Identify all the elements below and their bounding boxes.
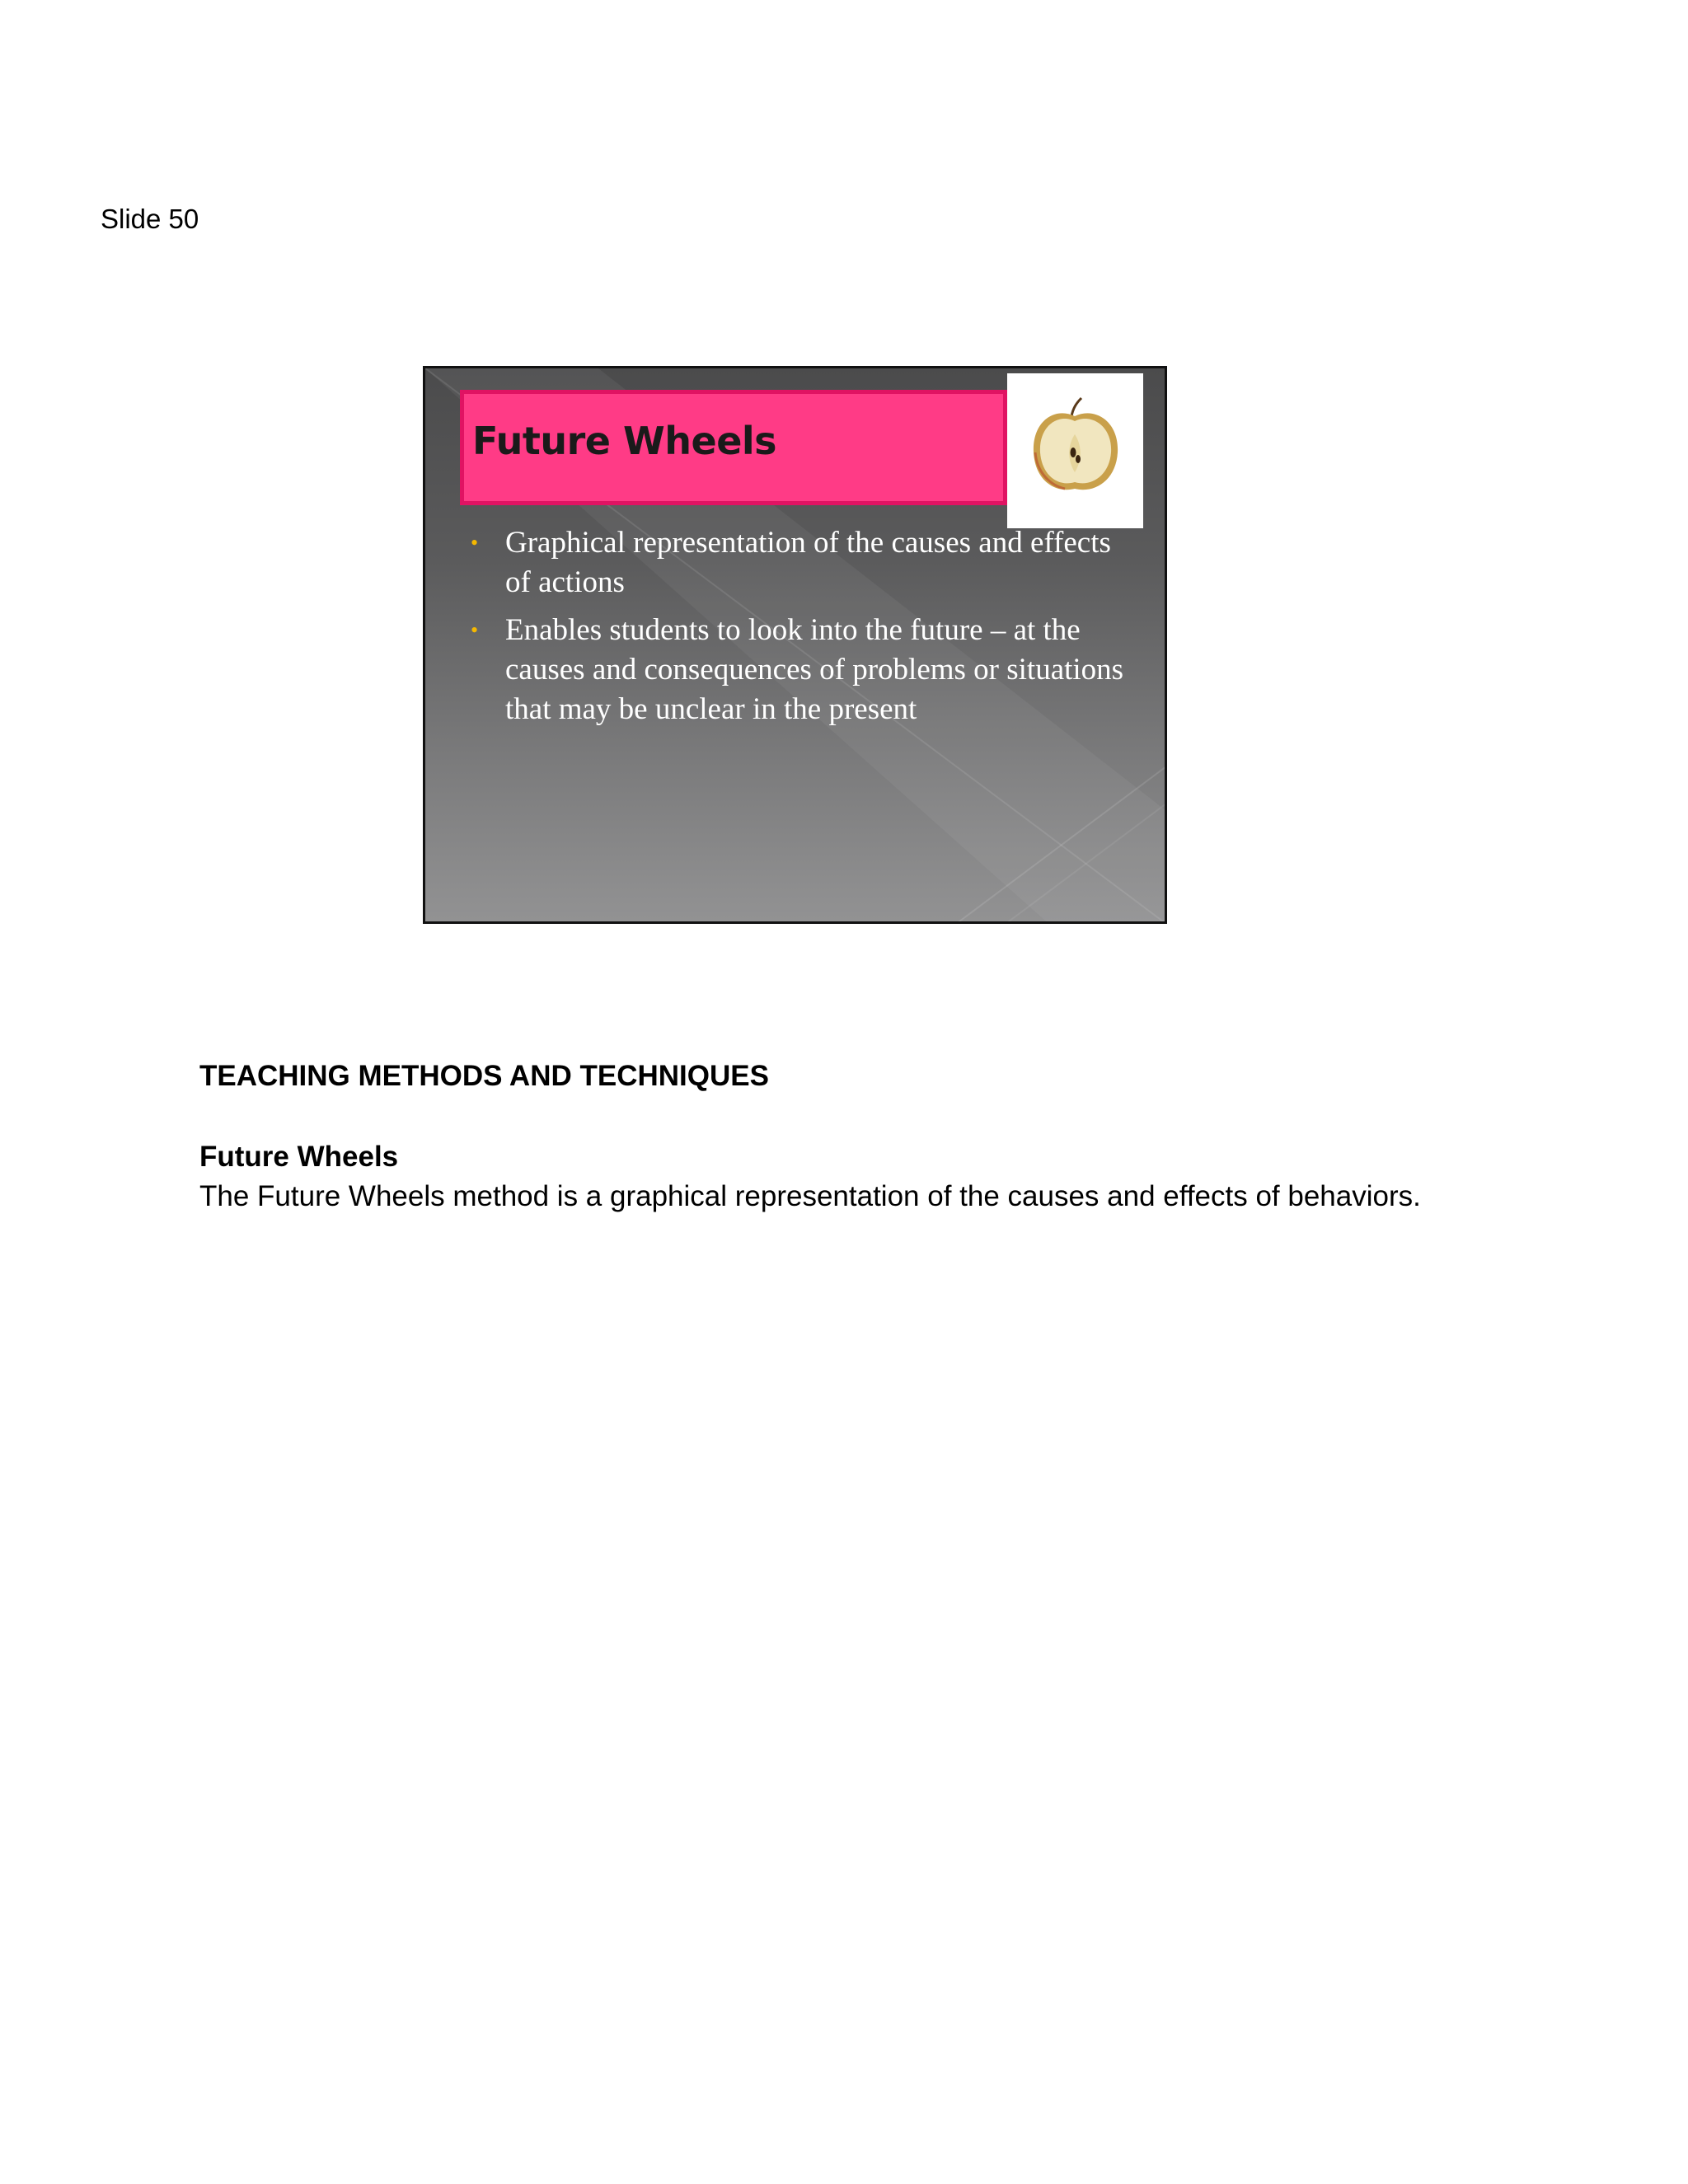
- bullet-text: Enables students to look into the future – at the causes and consequences of problems or situations that may be unclear in the present: [505, 613, 1124, 726]
- bullet-dot-icon: •: [471, 531, 479, 555]
- notes-section-heading: TEACHING METHODS AND TECHNIQUES: [199, 1060, 769, 1092]
- bullet-text: Graphical representation of the causes and effects of actions: [505, 526, 1111, 599]
- slide-number-label: Slide 50: [101, 204, 199, 234]
- slide-title: Future Wheels: [472, 419, 777, 463]
- apple-image: [1007, 373, 1143, 528]
- slide-bullet-item: [471, 523, 1130, 602]
- bullet-dot-icon: •: [471, 618, 479, 642]
- apple-half-icon: [1007, 373, 1143, 528]
- slide-thumbnail: [423, 366, 1167, 924]
- notes-body-text: The Future Wheels method is a graphical representation of the causes and effects of behaviors.: [199, 1180, 1421, 1212]
- slide-bullet-item: [471, 611, 1130, 729]
- slide-title-bar: [460, 390, 1007, 505]
- notes-sub-heading: Future Wheels: [199, 1141, 399, 1173]
- slide-bullet-list: [471, 523, 1130, 738]
